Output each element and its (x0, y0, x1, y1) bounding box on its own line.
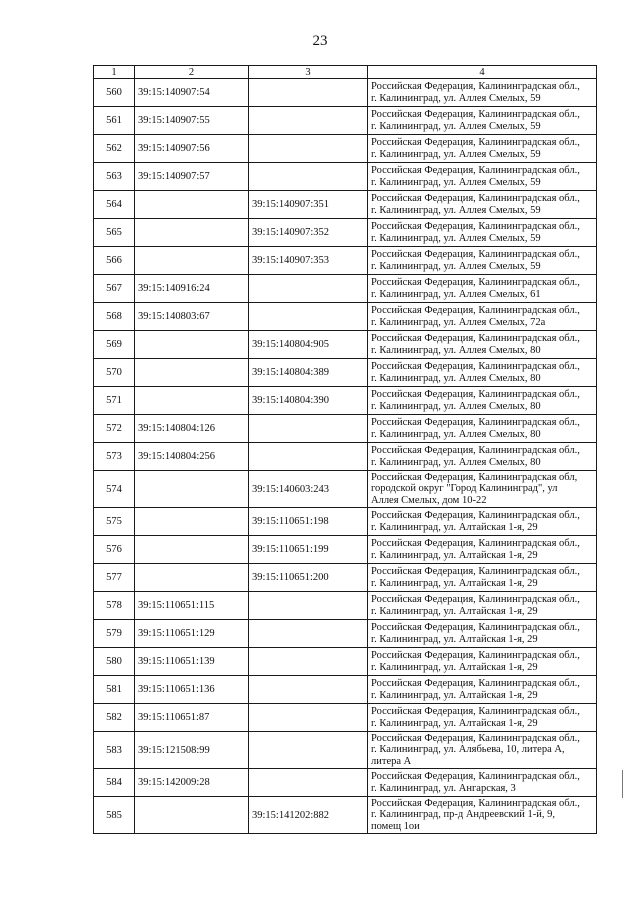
cadastral-number-cell: 39:15:140907:55 (135, 107, 249, 135)
row-number-cell: 577 (94, 564, 135, 592)
row-number-cell: 564 (94, 191, 135, 219)
cadastral-number-cell (249, 107, 368, 135)
table-row (94, 564, 597, 592)
cadastral-number-cell: 39:15:140907:54 (135, 79, 249, 107)
address-line: г. Калининград, ул. Алтайская 1-я, 29 (371, 661, 538, 673)
cadastral-number-cell: 39:15:110651:136 (135, 676, 249, 704)
address-line: г. Калининград, ул. Аллея Смелых, 80 (371, 428, 541, 440)
cadastral-registry-table (93, 65, 597, 834)
address-line: г. Калининград, ул. Аллея Смелых, 59 (371, 232, 541, 244)
cadastral-number-cell (249, 592, 368, 620)
address-line: г. Калининград, ул. Алтайская 1-я, 29 (371, 549, 538, 561)
table-row (94, 592, 597, 620)
cadastral-number-cell: 39:15:140916:24 (135, 275, 249, 303)
cadastral-number-cell: 39:15:110651:87 (135, 704, 249, 732)
address-cell (368, 704, 597, 732)
table-row (94, 359, 597, 387)
table-row (94, 620, 597, 648)
address-line: г. Калининград, ул. Алтайская 1-я, 29 (371, 521, 538, 533)
table-row (94, 415, 597, 443)
row-number-cell: 566 (94, 247, 135, 275)
address-cell (368, 387, 597, 415)
address-line: г. Калининград, ул. Аллея Смелых, 72а (371, 316, 546, 328)
row-number-cell: 584 (94, 769, 135, 797)
address-line: Российская Федерация, Калининградская обл., (371, 361, 580, 372)
address-line: Российская Федерация, Калининградская обл., (371, 81, 580, 92)
address-line: Российская Федерация, Калининградская обл., (371, 797, 580, 809)
address-line: Российская Федерация, Калининградская обл., (371, 566, 580, 577)
address-line: г. Калининград, ул. Алтайская 1-я, 29 (371, 689, 538, 701)
address-line: Российская Федерация, Калининградская обл., (371, 249, 580, 260)
table-row (94, 443, 597, 471)
row-number-cell: 571 (94, 387, 135, 415)
address-line: г. Калининград, ул. Аллея Смелых, 59 (371, 204, 541, 216)
row-number-cell: 581 (94, 676, 135, 704)
address-cell (368, 331, 597, 359)
cadastral-number-cell (249, 704, 368, 732)
address-cell (368, 79, 597, 107)
row-number-cell: 578 (94, 592, 135, 620)
address-line: г. Калининград, ул. Аллея Смелых, 80 (371, 372, 541, 384)
address-line: литера А (371, 755, 412, 767)
address-line: г. Калининград, ул. Аллея Смелых, 80 (371, 456, 541, 468)
cadastral-number-cell (135, 797, 249, 834)
address-cell (368, 415, 597, 443)
column-header: 2 (135, 66, 249, 79)
cadastral-number-cell (249, 79, 368, 107)
address-line: г. Калининград, ул. Аллея Смелых, 59 (371, 176, 541, 188)
address-line: Российская Федерация, Калининградская обл., (371, 109, 580, 120)
address-line: Российская Федерация, Калининградская обл., (371, 389, 580, 400)
address-cell (368, 135, 597, 163)
cadastral-number-cell (135, 247, 249, 275)
cadastral-number-cell: 39:15:142009:28 (135, 769, 249, 797)
address-cell (368, 592, 597, 620)
table-row (94, 219, 597, 247)
address-line: Российская Федерация, Калининградская обл, (371, 471, 578, 483)
address-line: Российская Федерация, Калининградская обл., (371, 650, 580, 661)
address-line: городской округ "Город Калининград", ул (371, 483, 558, 495)
address-cell (368, 732, 597, 769)
table-row (94, 732, 597, 769)
row-number-cell: 583 (94, 732, 135, 769)
address-line: г. Калининград, ул. Аллея Смелых, 59 (371, 120, 541, 132)
address-line: г. Калининград, ул. Алтайская 1-я, 29 (371, 717, 538, 729)
address-line: Российская Федерация, Калининградская обл., (371, 706, 580, 717)
address-line: г. Калининград, пр-д Андреевский 1-й, 9, (371, 809, 555, 821)
address-line: г. Калининград, ул. Алтайская 1-я, 29 (371, 577, 538, 589)
cadastral-number-cell (249, 415, 368, 443)
cadastral-number-cell (249, 620, 368, 648)
row-number-cell: 580 (94, 648, 135, 676)
cadastral-number-cell: 39:15:140804:126 (135, 415, 249, 443)
table-row (94, 191, 597, 219)
address-line: помещ 1ои (371, 820, 420, 832)
cadastral-number-cell (135, 564, 249, 592)
table-row (94, 331, 597, 359)
table-row (94, 79, 597, 107)
row-number-cell: 561 (94, 107, 135, 135)
row-number-cell: 560 (94, 79, 135, 107)
cadastral-number-cell (249, 732, 368, 769)
cadastral-number-cell (249, 769, 368, 797)
address-cell (368, 219, 597, 247)
cadastral-number-cell (135, 536, 249, 564)
address-cell (368, 359, 597, 387)
cadastral-number-cell: 39:15:140804:256 (135, 443, 249, 471)
address-line: г. Калининград, ул. Алтайская 1-я, 29 (371, 605, 538, 617)
address-line: Российская Федерация, Калининградская обл., (371, 137, 580, 148)
table-row (94, 163, 597, 191)
address-line: Российская Федерация, Калининградская обл., (371, 732, 580, 744)
address-line: г. Калининград, ул. Аллея Смелых, 59 (371, 260, 541, 272)
cadastral-number-cell: 39:15:110651:200 (249, 564, 368, 592)
table-row (94, 135, 597, 163)
cadastral-number-cell: 39:15:140907:57 (135, 163, 249, 191)
table-row (94, 648, 597, 676)
address-line: Российская Федерация, Калининградская обл., (371, 622, 580, 633)
address-cell (368, 536, 597, 564)
cadastral-number-cell: 39:15:110651:115 (135, 592, 249, 620)
table-row (94, 107, 597, 135)
row-number-cell: 572 (94, 415, 135, 443)
cadastral-number-cell (249, 676, 368, 704)
address-line: Российская Федерация, Калининградская обл., (371, 193, 580, 204)
row-number-cell: 563 (94, 163, 135, 191)
address-line: г. Калининград, ул. Аллея Смелых, 80 (371, 344, 541, 356)
cadastral-number-cell: 39:15:140907:353 (249, 247, 368, 275)
cadastral-number-cell: 39:15:140804:390 (249, 387, 368, 415)
address-line: г. Калининград, ул. Ангарская, 3 (371, 782, 516, 794)
cadastral-number-cell (249, 163, 368, 191)
address-cell (368, 471, 597, 508)
cadastral-number-cell (135, 359, 249, 387)
address-cell (368, 620, 597, 648)
address-line: Аллея Смелых, дом 10-22 (371, 494, 487, 506)
address-line: г. Калининград, ул. Алтайская 1-я, 29 (371, 633, 538, 645)
cadastral-number-cell: 39:15:140907:352 (249, 219, 368, 247)
cadastral-number-cell: 39:15:140804:389 (249, 359, 368, 387)
address-line: Российская Федерация, Калининградская обл., (371, 538, 580, 549)
cadastral-number-cell (249, 275, 368, 303)
row-number-cell: 565 (94, 219, 135, 247)
row-number-cell: 573 (94, 443, 135, 471)
address-line: г. Калининград, ул. Аллея Смелых, 59 (371, 148, 541, 160)
cadastral-number-cell (249, 303, 368, 331)
address-line: Российская Федерация, Калининградская обл., (371, 510, 580, 521)
address-line: Российская Федерация, Калининградская обл., (371, 333, 580, 344)
column-header: 1 (94, 66, 135, 79)
cadastral-number-cell (249, 135, 368, 163)
cadastral-number-cell: 39:15:110651:129 (135, 620, 249, 648)
table-row (94, 275, 597, 303)
address-line: Российская Федерация, Калининградская обл., (371, 165, 580, 176)
address-cell (368, 508, 597, 536)
table-body (94, 79, 597, 834)
row-number-cell: 575 (94, 508, 135, 536)
column-header: 4 (368, 66, 597, 79)
cadastral-number-cell: 39:15:121508:99 (135, 732, 249, 769)
address-line: Российская Федерация, Калининградская обл., (371, 305, 580, 316)
cadastral-number-cell (135, 471, 249, 508)
cadastral-number-cell: 39:15:140803:67 (135, 303, 249, 331)
address-line: Российская Федерация, Калининградская обл., (371, 678, 580, 689)
row-number-cell: 579 (94, 620, 135, 648)
row-number-cell: 582 (94, 704, 135, 732)
row-number-cell: 576 (94, 536, 135, 564)
cadastral-number-cell (135, 331, 249, 359)
cadastral-number-cell: 39:15:110651:198 (249, 508, 368, 536)
address-line: г. Калининград, ул. Аллея Смелых, 61 (371, 288, 541, 300)
row-number-cell: 585 (94, 797, 135, 834)
address-cell (368, 797, 597, 834)
cadastral-number-cell: 39:15:140804:905 (249, 331, 368, 359)
row-number-cell: 570 (94, 359, 135, 387)
address-cell (368, 648, 597, 676)
table-row (94, 247, 597, 275)
table-row (94, 676, 597, 704)
row-number-cell: 568 (94, 303, 135, 331)
address-cell (368, 163, 597, 191)
address-line: г. Калининград, ул. Аллея Смелых, 80 (371, 400, 541, 412)
address-cell (368, 247, 597, 275)
address-cell (368, 107, 597, 135)
table-row (94, 769, 597, 797)
table-row (94, 797, 597, 834)
address-cell (368, 564, 597, 592)
row-number-cell: 562 (94, 135, 135, 163)
table-row (94, 508, 597, 536)
cadastral-number-cell: 39:15:140907:56 (135, 135, 249, 163)
cadastral-number-cell (135, 219, 249, 247)
page-number: 23 (312, 33, 328, 49)
cadastral-number-cell: 39:15:110651:139 (135, 648, 249, 676)
row-number-cell: 567 (94, 275, 135, 303)
address-cell (368, 676, 597, 704)
address-line: Российская Федерация, Калининградская обл., (371, 594, 580, 605)
table-row (94, 471, 597, 508)
table-row (94, 536, 597, 564)
address-line: Российская Федерация, Калининградская обл., (371, 221, 580, 232)
address-line: Российская Федерация, Калининградская обл., (371, 277, 580, 288)
scan-edge-mark (622, 770, 623, 798)
address-line: Российская Федерация, Калининградская обл., (371, 445, 580, 456)
address-cell (368, 769, 597, 797)
cadastral-number-cell (249, 648, 368, 676)
table-row (94, 704, 597, 732)
row-number-cell: 569 (94, 331, 135, 359)
table-row (94, 387, 597, 415)
cadastral-number-cell (135, 508, 249, 536)
cadastral-number-cell: 39:15:140603:243 (249, 471, 368, 508)
header-row (94, 66, 597, 79)
cadastral-number-cell: 39:15:140907:351 (249, 191, 368, 219)
cadastral-number-cell (135, 191, 249, 219)
address-line: г. Калининград, ул. Алябьева, 10, литера А, (371, 744, 565, 756)
address-line: Российская Федерация, Калининградская обл., (371, 417, 580, 428)
table-row (94, 303, 597, 331)
column-header: 3 (249, 66, 368, 79)
address-line: г. Калининград, ул. Аллея Смелых, 59 (371, 92, 541, 104)
row-number-cell: 574 (94, 471, 135, 508)
address-cell (368, 303, 597, 331)
cadastral-number-cell (135, 387, 249, 415)
address-line: Российская Федерация, Калининградская обл., (371, 771, 580, 782)
address-cell (368, 191, 597, 219)
address-cell (368, 275, 597, 303)
cadastral-number-cell: 39:15:110651:199 (249, 536, 368, 564)
address-cell (368, 443, 597, 471)
cadastral-number-cell: 39:15:141202:882 (249, 797, 368, 834)
cadastral-number-cell (249, 443, 368, 471)
